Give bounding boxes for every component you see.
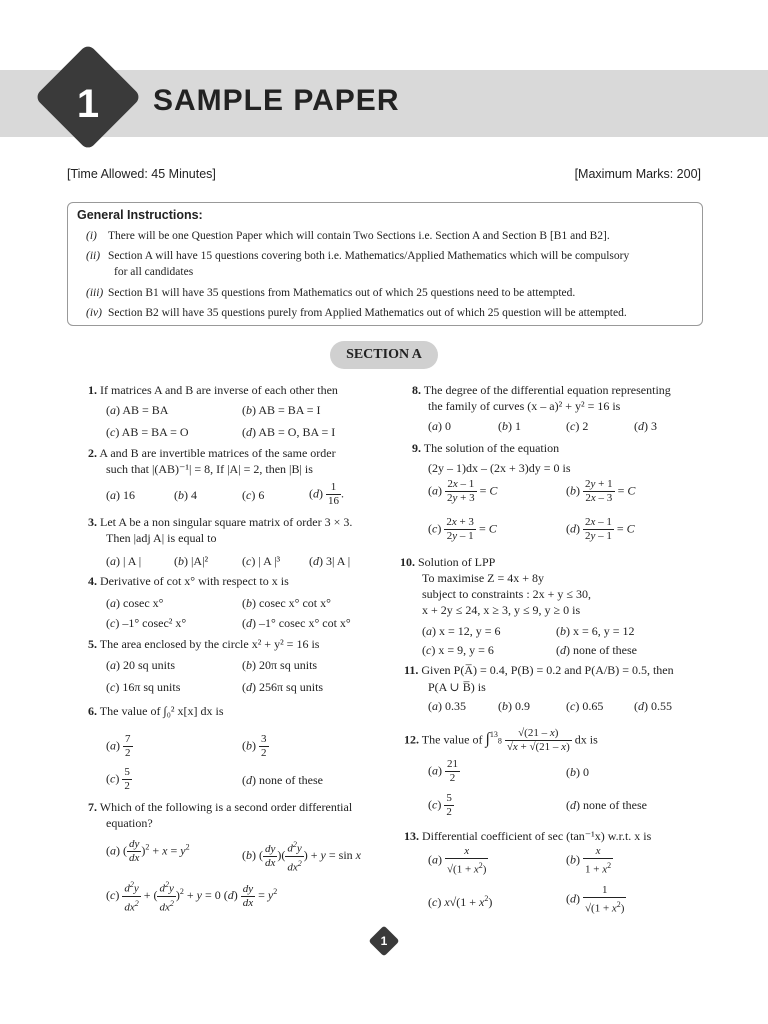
page-number: 1: [380, 934, 388, 948]
q2-option-a: (a) 16: [106, 488, 135, 502]
question-8: 8. The degree of the differential equation representing: [412, 383, 671, 397]
chapter-number: 1: [76, 82, 100, 126]
q12-option-b: (b) 0: [566, 765, 589, 779]
q12-option-d: (d) none of these: [566, 798, 647, 812]
q4-option-a: (a) cosec x°: [106, 596, 164, 610]
q8-option-d: (d) 3: [634, 419, 657, 433]
instruction-item: (iv) Section B2 will have 35 questions purely from Applied Mathematics out of which 25 question will be attempted.: [86, 307, 627, 319]
q10-option-c: (c) x = 9, y = 6: [422, 643, 494, 657]
question-12: 12. The value of ∫$^{13}$8 $\frac{√(21 - x)}{√x + √(21 - x)}$ dx is: [404, 727, 598, 753]
question-8-cont: the family of curves (x – a)² + y² = 16 is: [428, 399, 621, 413]
q5-option-d: (d) 256π sq units: [242, 680, 324, 694]
section-heading: SECTION A: [330, 341, 438, 369]
question-9: 9. The solution of the equation: [412, 441, 560, 455]
q11-option-b: (b) 0.9: [498, 699, 530, 713]
q8-option-a: (a) 0: [428, 419, 451, 433]
question-2-cont: such that |(AB)⁻¹| = 8, If |A| = 2, then |B| is: [106, 462, 313, 476]
q3-option-b: (b) |A|²: [174, 554, 209, 568]
q9-option-c: (c) $\frac{2x + 3}{2y - 1}$ = C: [428, 516, 497, 542]
instruction-item: (iii) Section B1 will have 35 questions from Mathematics out of which 25 questions need to be attempted.: [86, 287, 576, 299]
q6-option-c: (c) $\frac{5}{2}$: [106, 766, 130, 792]
question-11: 11. Given P(A̅) = 0.4, P(B) = 0.2 and P(A/B) = 0.5, then: [404, 663, 674, 677]
question-10-line2: To maximise Z = 4x + 8y: [422, 571, 545, 585]
q7-option-a: (a) ( $\frac{dy}{dx}$ )$^2 + x = y^2$: [106, 838, 190, 864]
question-11-cont: P(A ∪ B̅) is: [428, 680, 486, 694]
q4-option-d: (d) –1° cosec x° cot x°: [242, 616, 351, 630]
question-9-cont: (2y – 1)dx – (2x + 3)dy = 0 is: [428, 461, 571, 475]
q9-option-d: (d) $\frac{2x - 1}{2y - 1}$ = C: [566, 516, 635, 542]
q2-option-c: (c) 6: [242, 488, 265, 502]
q9-option-a: (a) $\frac{2x - 1}{2y + 3}$ = C: [428, 478, 498, 504]
instruction-item-cont: for all candidates: [114, 266, 194, 278]
question-10: 10. Solution of LPP: [400, 555, 496, 569]
time-allowed: [Time Allowed: 45 Minutes]: [67, 167, 216, 181]
q6-option-d: (d) none of these: [242, 773, 323, 787]
q10-option-d: (d) none of these: [556, 643, 637, 657]
q13-option-d: (d) $\frac{1}{√(1 + x^2)}$: [566, 884, 625, 915]
q8-option-c: (c) 2: [566, 419, 589, 433]
q11-option-d: (d) 0.55: [634, 699, 672, 713]
question-6: 6. The value of ∫₀² x[x] dx is: [88, 704, 224, 718]
q10-option-a: (a) x = 12, y = 6: [422, 624, 501, 638]
page-title: SAMPLE PAPER: [153, 84, 400, 117]
q9-option-b: (b) $\frac{2y + 1}{2x - 3}$ = C: [566, 478, 636, 504]
q4-option-c: (c) –1° cosec² x°: [106, 616, 187, 630]
q6-option-a: (a) $\frac{7}{2}$: [106, 733, 131, 759]
q8-option-b: (b) 1: [498, 419, 521, 433]
q5-option-b: (b) 20π sq units: [242, 658, 318, 672]
q2-option-d: (d) $\frac{1}{16}$ .: [309, 481, 344, 507]
q3-option-a: (a) | A |: [106, 554, 142, 568]
q4-option-b: (b) cosec x° cot x°: [242, 596, 331, 610]
instructions-title: General Instructions:: [77, 208, 203, 222]
q1-option-a: (a) AB = BA: [106, 403, 169, 417]
question-2: 2. A and B are invertible matrices of the same order: [88, 446, 336, 460]
question-13: 13. Differential coefficient of sec (tan⁻¹x) w.r.t. x is: [404, 829, 652, 843]
question-4: 4. Derivative of cot x° with respect to x is: [88, 574, 289, 588]
question-10-line4: x + 2y ≤ 24, x ≥ 3, y ≤ 9, y ≥ 0 is: [422, 603, 581, 617]
q5-option-c: (c) 16π sq units: [106, 680, 181, 694]
q3-option-c: (c) | A |³: [242, 554, 281, 568]
q12-option-c: (c) $\frac{5}{2}$: [428, 792, 452, 818]
question-10-line3: subject to constraints : 2x + y ≤ 30,: [422, 587, 592, 601]
q13-option-a: (a) $\frac{x}{√(1 + x^2)}$: [428, 845, 487, 876]
q2-option-b: (b) 4: [174, 488, 197, 502]
q1-option-d: (d) AB = O, BA = I: [242, 425, 336, 439]
maximum-marks: [Maximum Marks: 200]: [574, 167, 701, 181]
q13-option-c: (c) $x√(1 + x^2)$: [428, 894, 493, 909]
q1-option-c: (c) AB = BA = O: [106, 425, 189, 439]
question-7: 7. Which of the following is a second order differential: [88, 800, 353, 814]
question-1: 1. If matrices A and B are inverse of each other then: [88, 383, 338, 397]
q12-option-a: (a) $\frac{21}{2}$: [428, 758, 458, 784]
q6-option-b: (b) $\frac{3}{2}$: [242, 733, 267, 759]
q11-option-c: (c) 0.65: [566, 699, 604, 713]
instruction-item: (ii) Section A will have 15 questions covering both i.e. Mathematics/Applied Mathematics which will be compulsory: [86, 250, 630, 262]
instruction-item: (i) There will be one Question Paper which will contain Two Sections i.e. Section A and Section B [B1 and B2].: [86, 230, 610, 242]
q7-option-b: (b) ( $\frac{dy}{dx}$ )( $\frac{d^2y}{dx^2}$ ) + y = sin x: [242, 840, 361, 874]
q1-option-b: (b) AB = BA = I: [242, 403, 321, 417]
q11-option-a: (a) 0.35: [428, 699, 466, 713]
question-5: 5. The area enclosed by the circle x² + y² = 16 is: [88, 637, 320, 651]
question-3: 3. Let A be a non singular square matrix of order 3 × 3.: [88, 515, 353, 529]
q10-option-b: (b) x = 6, y = 12: [556, 624, 635, 638]
question-7-cont: equation?: [106, 816, 153, 830]
q13-option-b: (b) $\frac{x}{1 + x^2}$: [566, 845, 612, 876]
q5-option-a: (a) 20 sq units: [106, 658, 176, 672]
q3-option-d: (d) 3| A |: [309, 554, 351, 568]
q7-option-c: (c) $\frac{d^2y}{dx^2}$ + ( $\frac{d^2y}{dx^2}$ )$^2$ + y = 0 (d) $\frac{dy}{dx}$ = $y^2$: [106, 880, 278, 914]
question-3-cont: Then |adj A| is equal to: [106, 531, 217, 545]
